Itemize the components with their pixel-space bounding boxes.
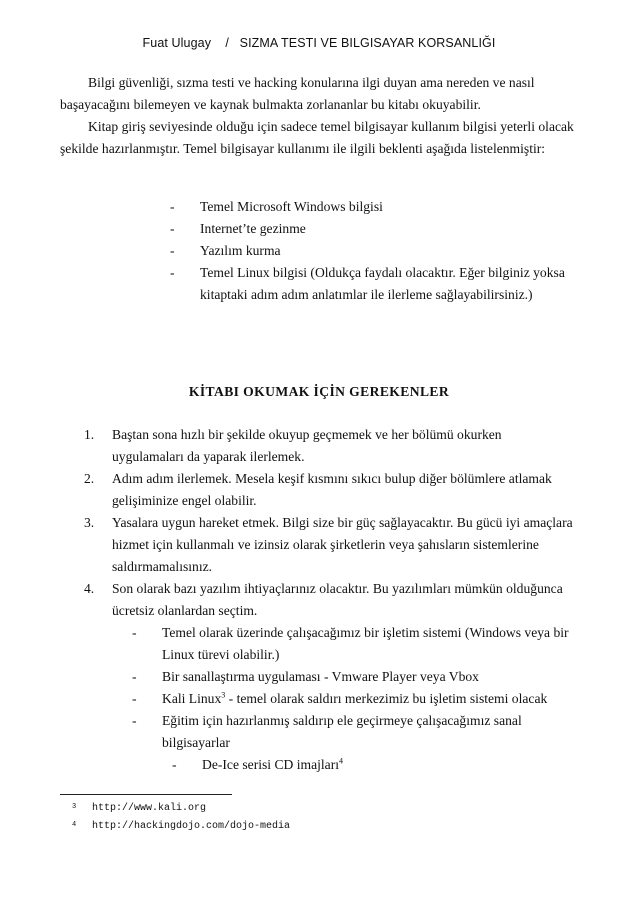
- item-number: 1.: [84, 427, 95, 442]
- item-text: Adım adım ilerlemek. Mesela keşif kısmını sıkıcı bulup diğer bölümlere atlamak gelişiminize engel olabilir.: [112, 471, 552, 508]
- list-item: [172, 754, 574, 776]
- item-text: Yasalara uygun hareket etmek. Bilgi size bir güç sağlayacaktır. Bu gücü iyi amaçlara hizmet için kullanmalı ve izinsiz olarak şirketlerin veya şahısların sistemlerine saldırmamalısınız.: [112, 515, 573, 574]
- dash-bullet: -: [132, 713, 137, 728]
- footnote: [72, 818, 290, 836]
- numbered-item: [84, 578, 574, 776]
- list-item-text: [162, 691, 547, 706]
- dash-bullet: -: [132, 691, 137, 706]
- list-item-text: Eğitim için hazırlanmış saldırıp ele geçirmeye çalışacağımız sanal bilgisayarlar: [162, 713, 522, 750]
- header-title: SIZMA TESTI VE BILGISAYAR KORSANLIĞI: [239, 36, 496, 50]
- numbered-item: [84, 468, 574, 512]
- item-text: Son olarak bazı yazılım ihtiyaçlarınız olacaktır. Bu yazılımları mümkün olduğunca ücretsiz olanlardan seçtim.: [112, 581, 563, 618]
- list-item: [132, 666, 574, 688]
- item-text: Baştan sona hızlı bir şekilde okuyup geçmemek ve her bölümü okurken uygulamaları da yaparak ilerlemek.: [112, 427, 502, 464]
- footnote-number: 3: [72, 803, 77, 811]
- footnote-ref: 4: [339, 756, 344, 766]
- header-separator: /: [225, 36, 229, 50]
- list-item-text: Internet’te gezinme: [200, 221, 306, 236]
- dash-bullet: -: [132, 625, 137, 640]
- numbered-item: [84, 424, 574, 468]
- dash-bullet: -: [170, 265, 175, 280]
- deice-text: De-Ice serisi CD imajları: [202, 757, 340, 772]
- dash-bullet: -: [170, 243, 175, 258]
- list-item-text: Bir sanallaştırma uygulaması - Vmware Player veya Vbox: [162, 669, 479, 684]
- footnote-divider: [60, 794, 232, 795]
- list-item-text: Temel olarak üzerinde çalışacağımız bir işletim sistemi (Windows veya bir Linux türevi olabilir.): [162, 625, 569, 662]
- list-item: [170, 240, 590, 262]
- kali-desc: - temel olarak saldırı merkezimiz bu işletim sistemi olacak: [225, 691, 548, 706]
- list-item: [132, 688, 574, 710]
- intro-paragraph-2: Kitap giriş seviyesinde olduğu için sadece temel bilgisayar kullanım bilgisi yeterli olacak şekilde hazırlanmıştır. Temel bilgisayar kullanımı ile ilgili beklenti aşağıda listelenmiştir:: [60, 119, 574, 156]
- list-item: [170, 218, 590, 240]
- item-number: 4.: [84, 581, 95, 596]
- list-item: [170, 262, 590, 306]
- footnote-number: 4: [72, 821, 77, 829]
- software-list: [132, 622, 574, 776]
- footnote-ref: 3: [221, 690, 226, 700]
- footnote-link[interactable]: http://hackingdojo.com/dojo-media: [92, 821, 291, 832]
- item-number: 3.: [84, 515, 95, 530]
- list-item-text: [202, 757, 343, 772]
- list-item-text: Yazılım kurma: [200, 243, 281, 258]
- numbered-item: [84, 512, 574, 578]
- list-item-text: Temel Linux bilgisi (Oldukça faydalı olacaktır. Eğer bilginiz yoksa kitaptaki adım adım anlatımlar ile ilerleme sağlayabilirsiniz.): [200, 265, 565, 302]
- intro-section: [60, 72, 580, 160]
- intro-paragraph-1: Bilgi güvenliği, sızma testi ve hacking konularına ilgi duyan ama nereden ve nasıl başayacağını bilemeyen ve kaynak bulmakta zorlananlar bu kitabı okuyabilir.: [60, 75, 535, 112]
- dash-bullet: -: [170, 199, 175, 214]
- list-item-text: Temel Microsoft Windows bilgisi: [200, 199, 383, 214]
- dash-bullet: -: [172, 757, 177, 772]
- footnote-link[interactable]: http://www.kali.org: [92, 803, 207, 814]
- section-title: KİTABI OKUMAK İÇİN GEREKENLER: [188, 384, 450, 399]
- page-header: [0, 36, 638, 50]
- list-item: [132, 710, 574, 754]
- footnotes: [72, 800, 290, 836]
- requirements-list: [170, 196, 590, 306]
- dash-bullet: -: [132, 669, 137, 684]
- footnote: [72, 800, 290, 818]
- list-item: [170, 196, 590, 218]
- list-item: [132, 622, 574, 666]
- item-number: 2.: [84, 471, 95, 486]
- dash-bullet: -: [170, 221, 175, 236]
- kali-text: Kali Linux: [162, 691, 222, 706]
- header-author: Fuat Ulugay: [142, 36, 212, 50]
- numbered-list: [84, 424, 574, 776]
